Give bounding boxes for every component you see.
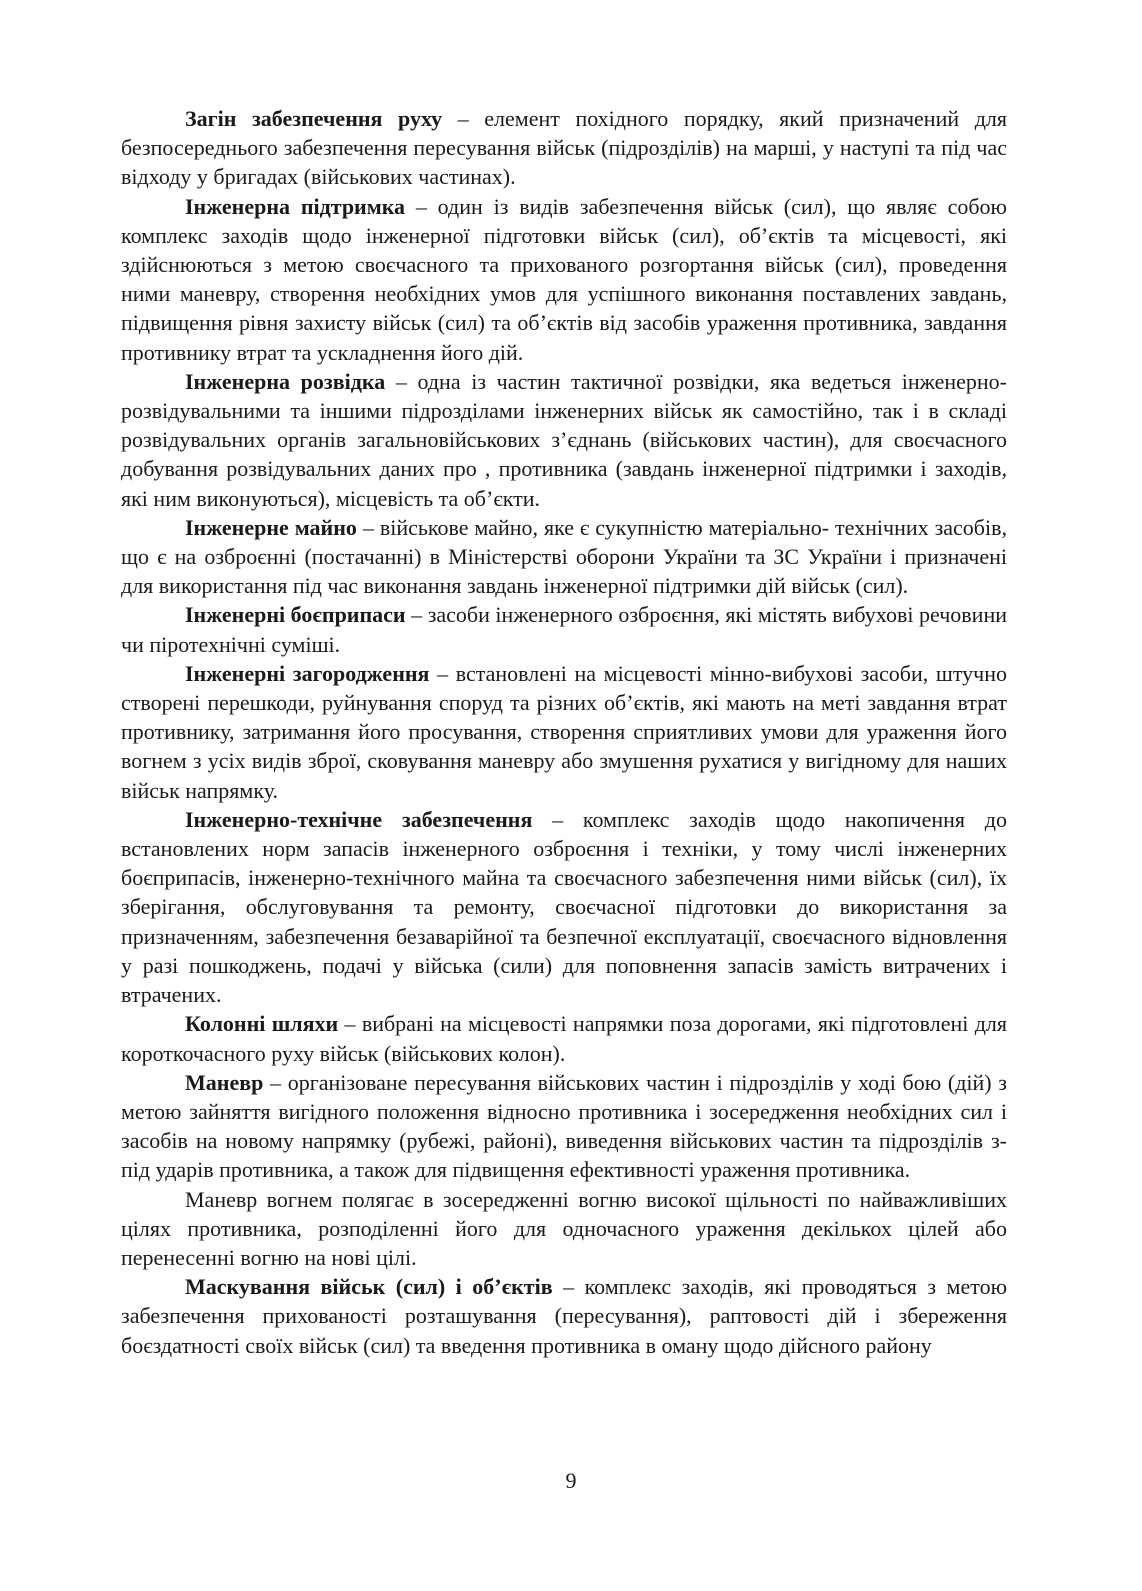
paragraph-inzhenerni-boieprypasy <box>121 600 1007 658</box>
paragraph-manevr-vohnem <box>121 1185 1007 1273</box>
definition: – комплекс заходів, які проводяться з метою забезпечення прихованості розташування (пересування), раптовості дій і збереження боєздатності своїх військ (сил) та введення противника в оману щодо дійсного району <box>121 1274 1007 1358</box>
paragraph-kolonni-shliakhy <box>121 1009 1007 1067</box>
definition: – засоби інженерного озброєння, які містять вибухові речовини чи піротехнічні суміші. <box>121 602 1007 657</box>
term: Маневр <box>185 1069 264 1095</box>
paragraph-inzhenerna-pidtrymka <box>121 192 1007 367</box>
term: Інженерна підтримка <box>185 193 406 219</box>
paragraph-inzhenerna-rozvidka <box>121 367 1007 513</box>
term: Інженерне майно <box>185 514 357 540</box>
definition: – один із видів забезпечення військ (сил), що являє собою комплекс заходів щодо інженерної підготовки військ (сил), об’єктів та місцевості, які здійснюються з метою своєчасного та прихованого розгортання військ (сил), проведення ними маневру, створення необхідних умов для успішного виконання поставлених завдань, підвищення рівня захисту військ (сил) та об’єктів від засобів ураження противника, завдання противнику втрат та ускладнення його дій. <box>121 193 1007 365</box>
term: Інженерні боєприпаси <box>185 602 406 628</box>
definition: – встановлені на місцевості мінно-вибухові засоби, штучно створені перешкоди, руйнування споруд та різних об’єктів, які мають на меті завдання втрат противнику, затримання його просування, створення сприятливих умови для ураження його вогнем з усіх видів зброї, сковування маневру або змушення рухатися у вигідному для наших військ напрямку. <box>121 660 1007 803</box>
definition: – вибрані на місцевості напрямки поза дорогами, які підготовлені для короткочасного руху військ (військових колон). <box>121 1011 1007 1066</box>
definition: – військове майно, яке є сукупністю матеріально- технічних засобів, що є на озброєнні (постачанні) в Міністерстві оборони України та ЗС України і призначені для використання під час виконання завдань інженерної підтримки дій військ (сил). <box>121 514 1007 599</box>
term: Маскування військ (сил) і об’єктів <box>185 1274 553 1300</box>
definition: – елемент похідного порядку, який призначений для безпосереднього забезпечення пересування військ (підрозділів) на марші, у наступі та під час відходу у бригадах (військових частинах). <box>121 106 1007 190</box>
definition: – одна із частин тактичної розвідки, яка ведеться інженерно-розвідувальними та іншими підрозділами інженерних військ як самостійно, так і в складі розвідувальних органів загальновійськових з’єднань (військових частин), для своєчасного добування розвідувальних даних про , противника (завдань інженерної підтримки і заходів, які ним виконуються), місцевість та об’єкти. <box>121 368 1007 511</box>
definition: Маневр вогнем полягає в зосередженні вогню високої щільності по найважливіших цілях противника, розподіленні його для одночасного ураження декількох цілей або перенесенні вогню на нові цілі. <box>121 1186 1007 1270</box>
page-number: 9 <box>565 1468 577 1493</box>
paragraph-zagin-zabezpechennia-rukhu <box>121 104 1007 192</box>
document-page <box>121 104 1007 1360</box>
term: Загін забезпечення руху <box>185 106 443 131</box>
paragraph-inzhenerne-maino <box>121 513 1007 601</box>
definition: – комплекс заходів щодо накопичення до встановлених норм запасів інженерного озброєння і техніки, у тому числі інженерних боєприпасів, інженерно-технічного майна та своєчасного забезпечення ними військ (сил), їх зберігання, обслуговування та ремонту, своєчасної підготовки до використання за призначенням, забезпечення безаварійної та безпечної експлуатації, своєчасного відновлення у разі пошкоджень, подачі у війська (сили) для поповнення запасів замість витрачених і втрачених. <box>121 806 1007 1008</box>
term: Колонні шляхи <box>185 1011 339 1037</box>
paragraph-inzhenerni-zahorodzhennia <box>121 659 1007 805</box>
term: Інженерна розвідка <box>185 368 386 394</box>
definition: – організоване пересування військових частин і підрозділів у ході бою (дій) з метою зайняття вигідного положення відносно противника і зосередження необхідних сил і засобів на новому напрямку (рубежі, районі), виведення військових частин та підрозділів з-під ударів противника, а також для підвищення ефективності ураження противника. <box>121 1069 1007 1183</box>
term: Інженерно-технічне забезпечення <box>185 806 533 832</box>
term: Інженерні загородження <box>185 660 430 686</box>
paragraph-manevr <box>121 1068 1007 1185</box>
paragraph-maskuvannia <box>121 1272 1007 1360</box>
paragraph-inzhenerno-tekhnichne-zabezpechennia <box>121 805 1007 1009</box>
